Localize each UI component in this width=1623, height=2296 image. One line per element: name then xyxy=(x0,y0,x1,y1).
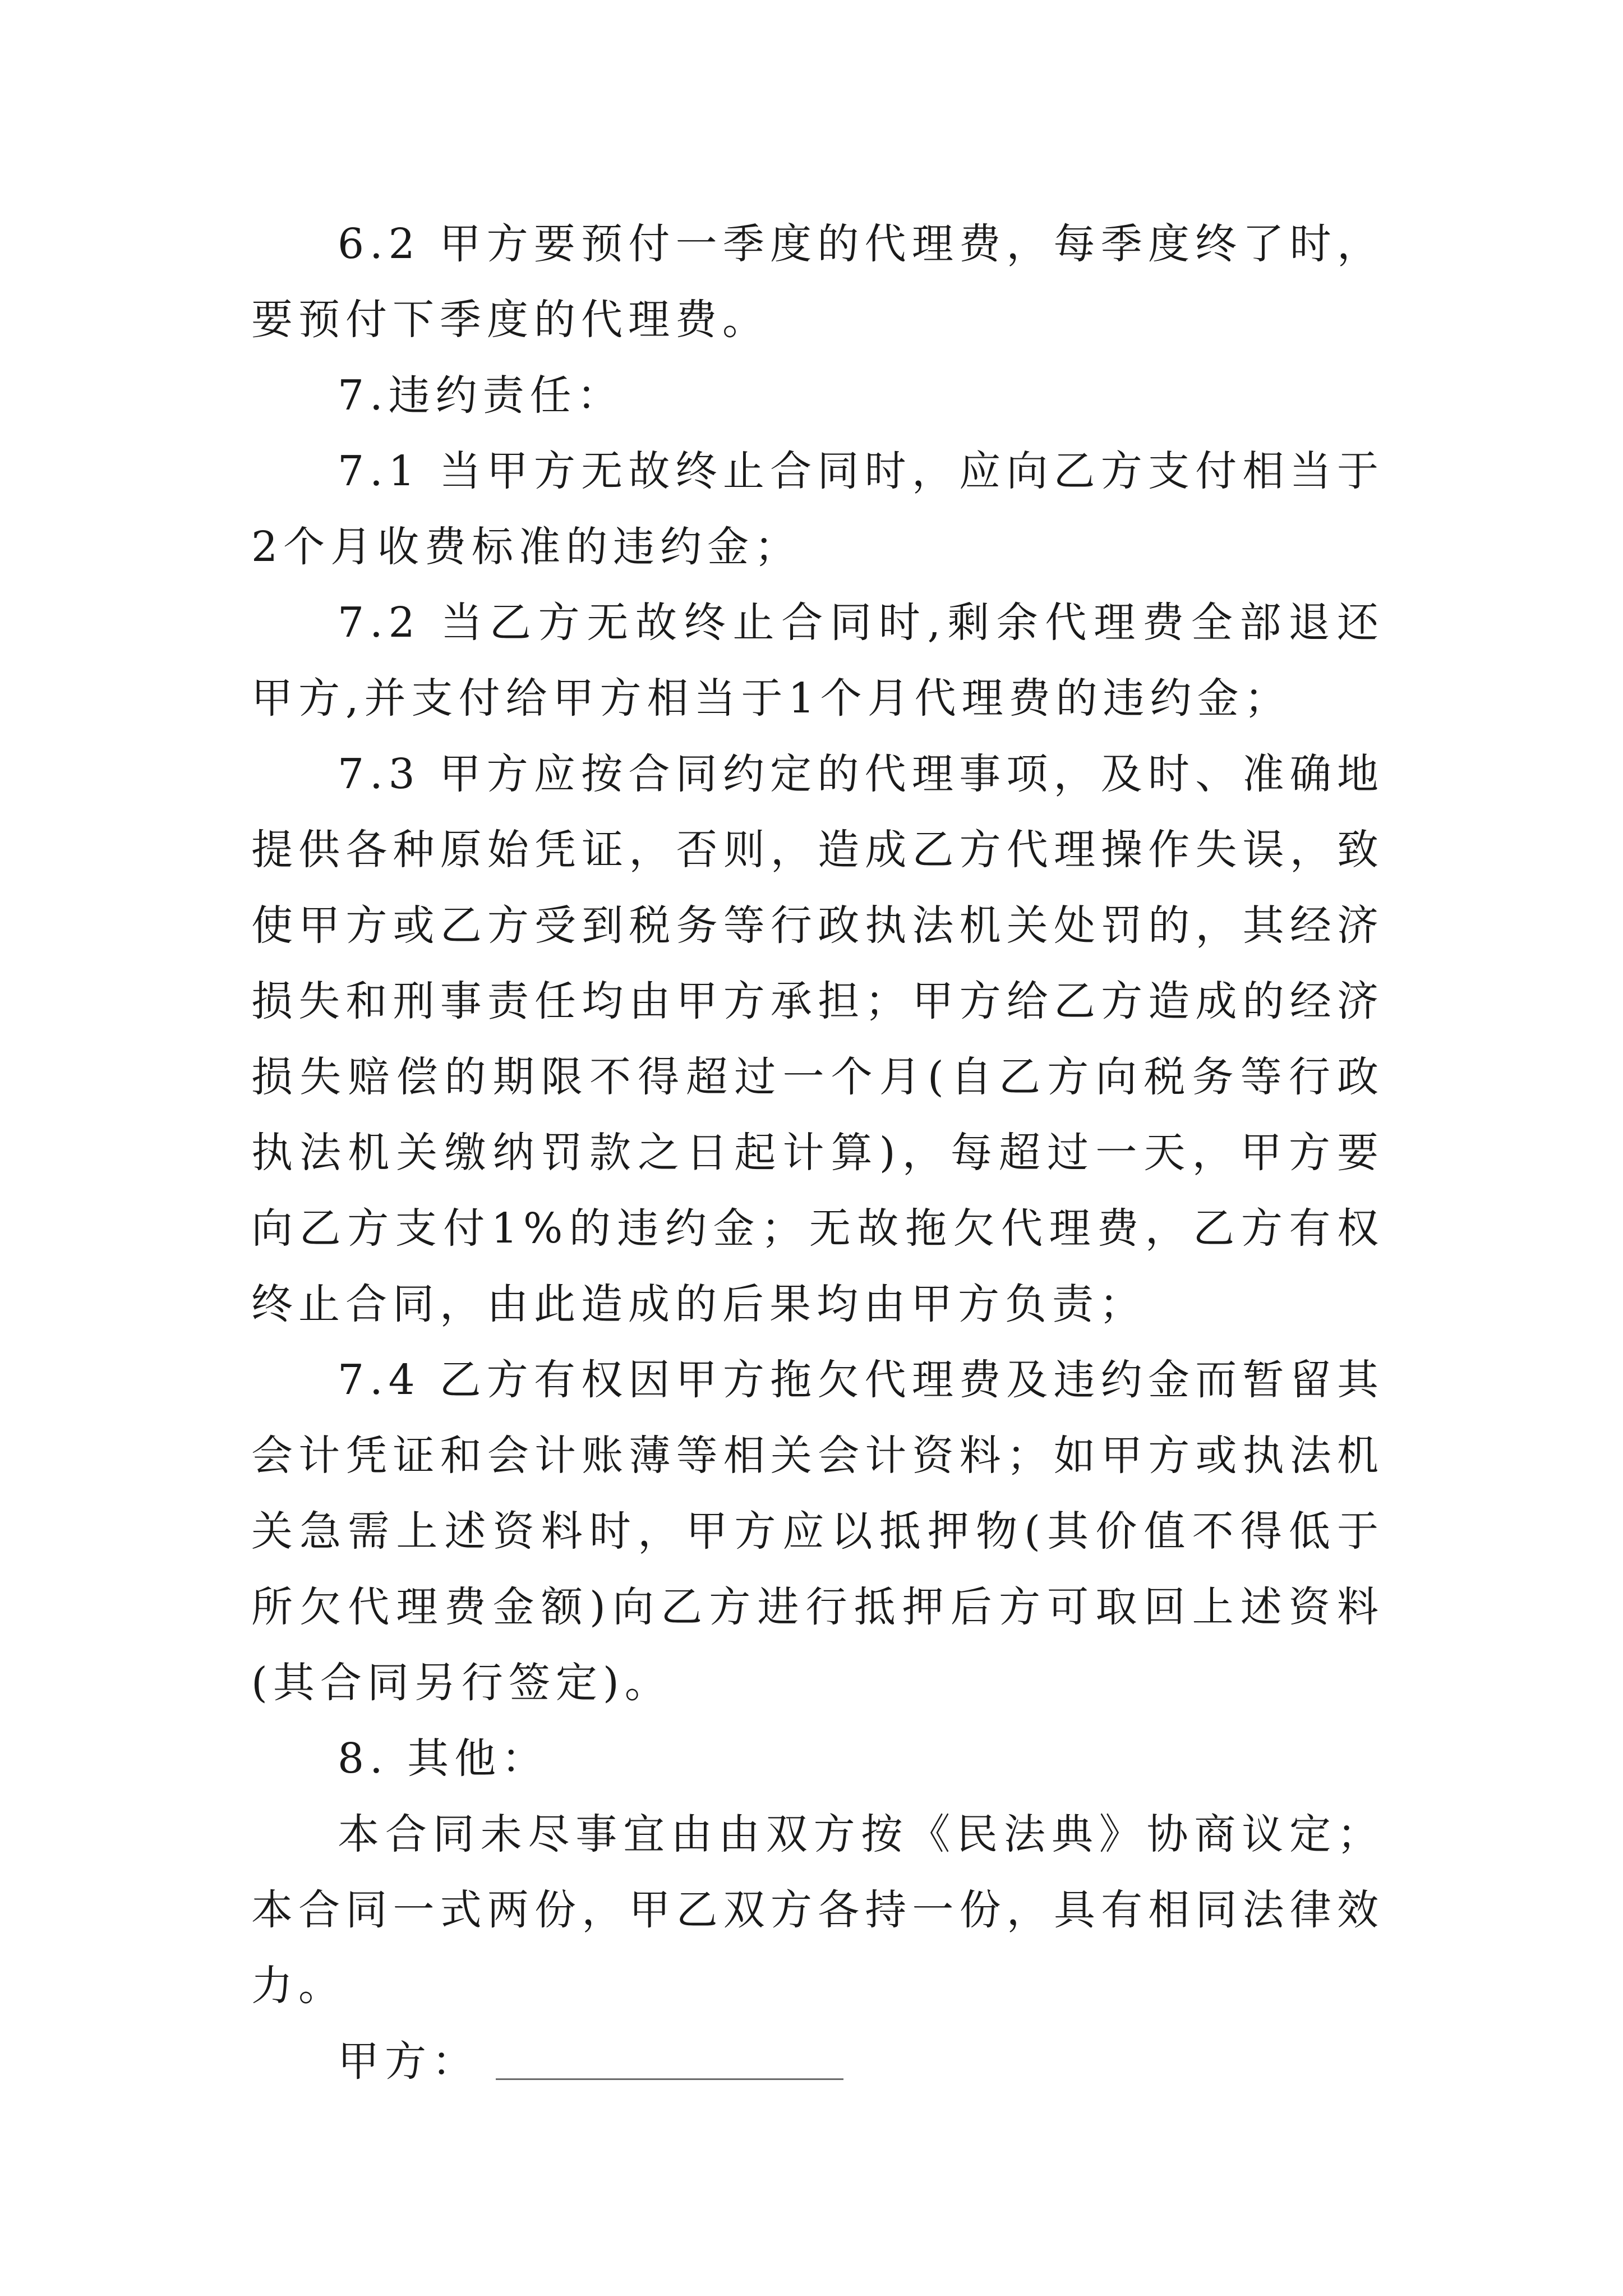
party-a-signature xyxy=(251,2024,1384,2100)
signature-blank-line xyxy=(496,2076,843,2080)
heading-breach-liability: 7.违约责任： xyxy=(338,371,624,420)
clause-7-2: 7.2 当乙方无故终止合同时,剩余代理费全部退还甲方,并支付给甲方相当于1个月代理费的违约金； xyxy=(251,599,1384,723)
clause-6-2: 6.2 甲方要预付一季度的代理费，每季度终了时，要预付下季度的代理费。 xyxy=(251,220,1384,344)
clause-7-3: 7.3 甲方应按合同约定的代理事项，及时、准确地提供各种原始凭证，否则，造成乙方代理操作失误，致使甲方或乙方受到税务等行政执法机关处罚的，其经济损失和刑事责任均由甲方承担；甲方给乙方造成的经济损失赔偿的期限不得超过一个月(自乙方向税务等行政执法机关缴纳罚款之日起计算)，每超过一天，甲方要向乙方支付1%的违约金；无故拖欠代理费，乙方有权终止合同，由此造成的后果均由甲方负责； xyxy=(251,750,1384,1328)
heading-other: 8. 其他： xyxy=(338,1734,549,1783)
party-a-label: 甲方： xyxy=(338,2037,479,2086)
contract-body xyxy=(251,206,1384,2100)
clause-7-1: 7.1 当甲方无故终止合同时，应向乙方支付相当于2个月收费标准的违约金； xyxy=(251,447,1384,571)
clause-8-body: 本合同未尽事宜由由双方按《民法典》协商议定；本合同一式两份，甲乙双方各持一份，具有相同法律效力。 xyxy=(251,1810,1384,2010)
clause-7-4: 7.4 乙方有权因甲方拖欠代理费及违约金而暂留其会计凭证和会计账薄等相关会计资料；如甲方或执法机关急需上述资料时，甲方应以抵押物(其价值不得低于所欠代理费金额)向乙方进行抵押后方可取回上述资料(其合同另行签定)。 xyxy=(251,1356,1384,1707)
